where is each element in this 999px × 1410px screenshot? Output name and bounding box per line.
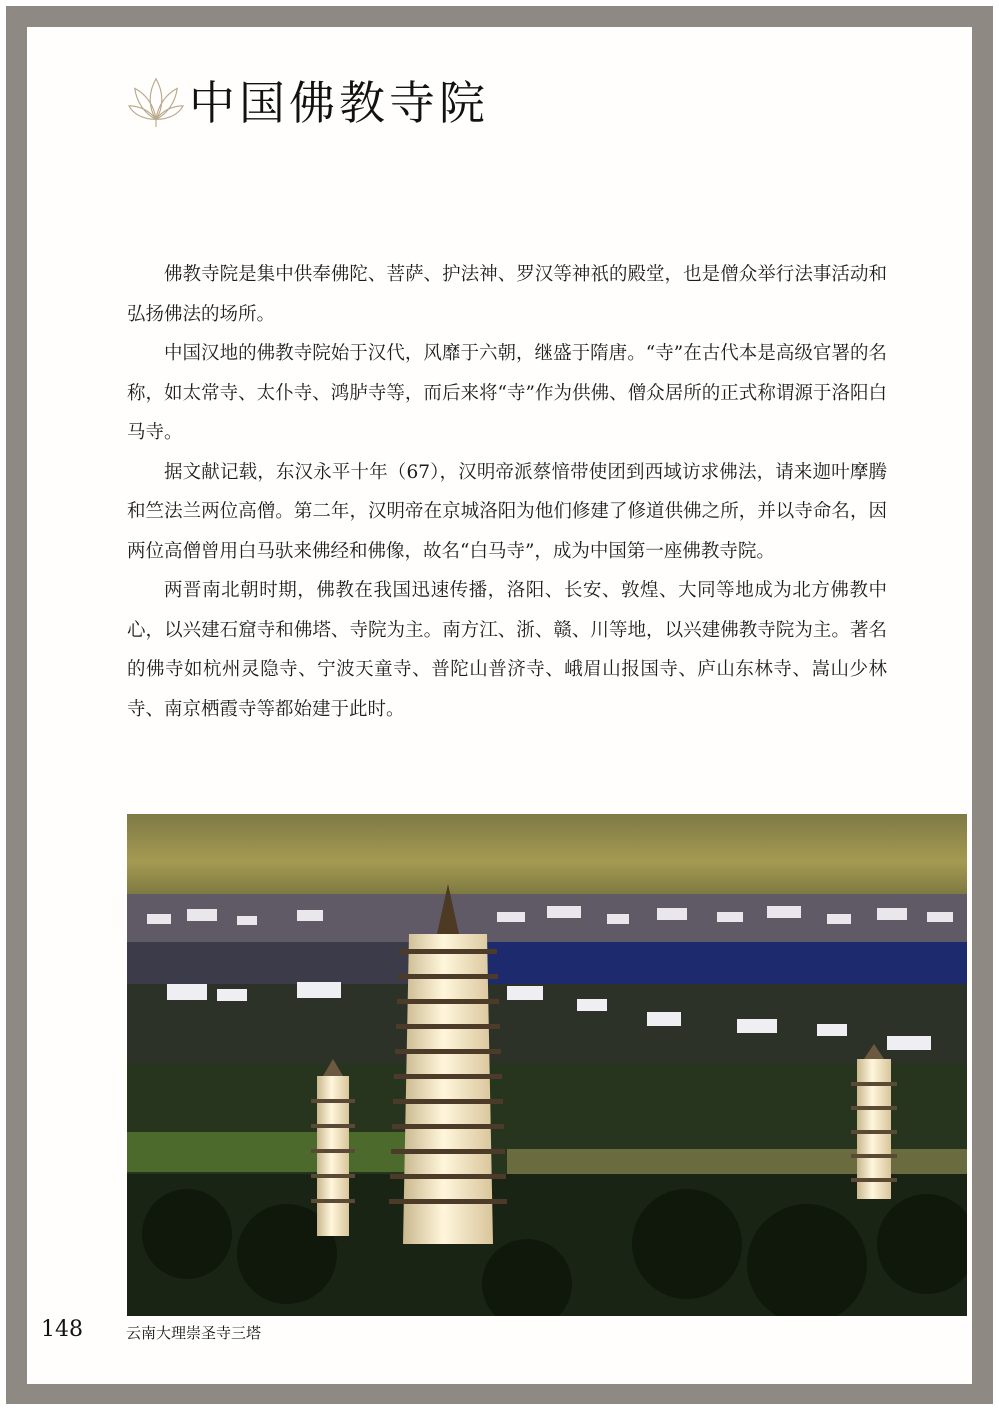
book-page (27, 27, 972, 1384)
lotus-icon (127, 71, 185, 129)
paragraph: 中国汉地的佛教寺院始于汉代，风靡于六朝，继盛于隋唐。“寺”在古代本是高级官署的名称，如太常寺、太仆寺、鸿胪寺等，而后来将“寺”作为供佛、僧众居所的正式称谓源于洛阳白马寺。 (127, 343, 887, 443)
paragraph: 两晋南北朝时期，佛教在我国迅速传播，洛阳、长安、敦煌、大同等地成为北方佛教中心，以兴建石窟寺和佛塔、寺院为主。南方江、浙、赣、川等地，以兴建佛教寺院为主。著名的佛寺如杭州灵隐寺、宁波天童寺、普陀山普济寺、峨眉山报国寺、庐山东林寺、嵩山少林寺、南京栖霞寺等都始建于此时。 (127, 580, 887, 720)
page-number: 148 (41, 1317, 83, 1342)
paragraph: 据文献记载，东汉永平十年（67），汉明帝派蔡愔带使团到西域访求佛法，请来迦叶摩腾和竺法兰两位高僧。第二年，汉明帝在京城洛阳为他们修建了修道供佛之所，并以寺命名，因两位高僧曾用白马驮来佛经和佛像，故名“白马寺”，成为中国第一座佛教寺院。 (127, 461, 887, 562)
three-pagodas-photo (127, 814, 967, 1316)
article-body (127, 255, 887, 729)
photo-caption: 云南大理崇圣寺三塔 (126, 1324, 262, 1342)
title-block (127, 67, 489, 133)
paragraph: 佛教寺院是集中供奉佛陀、菩萨、护法神、罗汉等神祇的殿堂，也是僧众举行法事活动和弘扬佛法的场所。 (127, 264, 887, 325)
page-title: 中国佛教寺院 (189, 76, 489, 130)
